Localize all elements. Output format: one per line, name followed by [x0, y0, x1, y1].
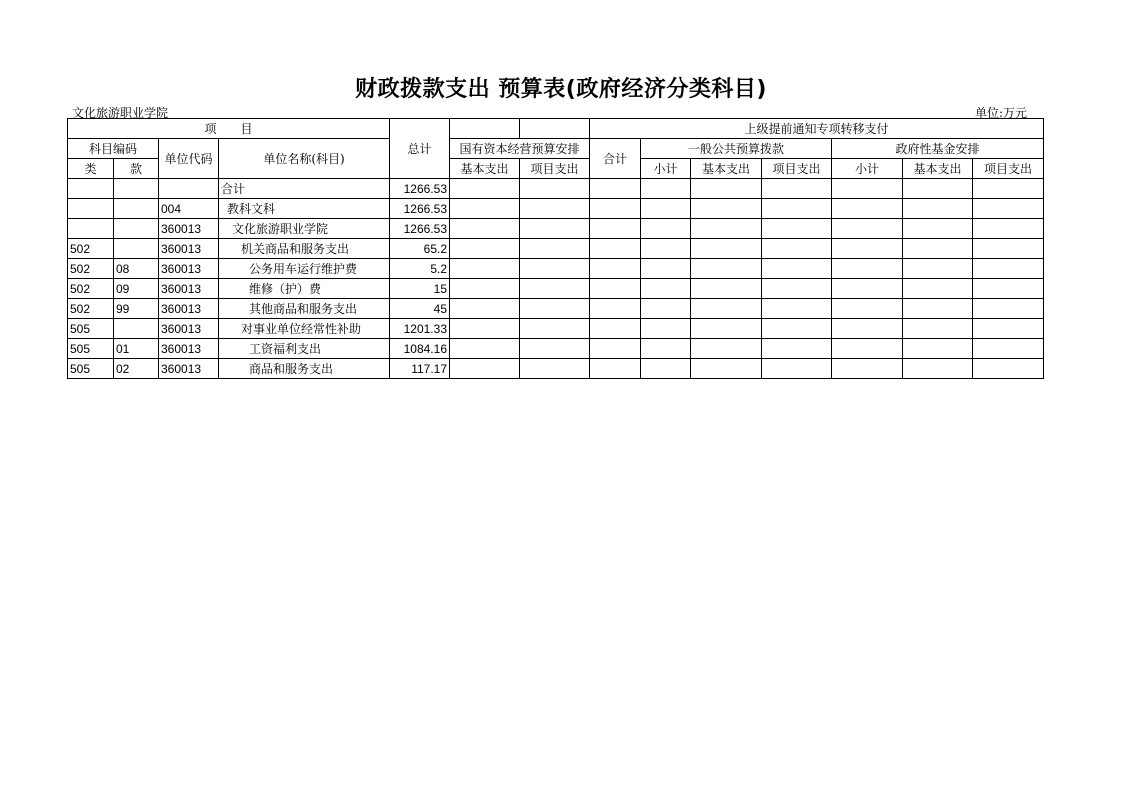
- table-row: [68, 179, 1044, 199]
- cell-empty: [903, 199, 973, 219]
- cell-unit-code: 360013: [159, 299, 219, 319]
- header-general-budget: 一般公共预算拨款: [641, 139, 832, 159]
- table-row: [68, 219, 1044, 239]
- cell-total: 1201.33: [390, 319, 450, 339]
- cell-empty: [641, 319, 691, 339]
- cell-empty: [691, 199, 762, 219]
- cell-empty: [832, 219, 903, 239]
- cell-kuan: [114, 239, 159, 259]
- cell-empty: [691, 239, 762, 259]
- cell-kuan: [114, 179, 159, 199]
- cell-empty: [641, 299, 691, 319]
- cell-kuan: 01: [114, 339, 159, 359]
- header-row-1: [68, 119, 1044, 139]
- table-row: [68, 319, 1044, 339]
- cell-empty: [641, 339, 691, 359]
- cell-empty: [450, 219, 520, 239]
- page-title: 财政拨款支出 预算表(政府经济分类科目): [355, 77, 767, 102]
- cell-empty: [450, 199, 520, 219]
- cell-empty: [520, 279, 590, 299]
- cell-empty: [832, 339, 903, 359]
- cell-kuan: [114, 199, 159, 219]
- cell-empty: [590, 319, 641, 339]
- cell-lei: 502: [68, 239, 114, 259]
- cell-empty: [903, 339, 973, 359]
- header-subject-code: 科目编码: [68, 139, 159, 159]
- cell-lei: [68, 199, 114, 219]
- cell-empty: [450, 279, 520, 299]
- cell-empty: [903, 179, 973, 199]
- header-general-project: 项目支出: [762, 159, 832, 179]
- cell-empty: [832, 259, 903, 279]
- cell-unit-name: 合计: [219, 179, 390, 199]
- header-general-xiaoji: 小计: [641, 159, 691, 179]
- cell-total: 1266.53: [390, 199, 450, 219]
- cell-total: 45: [390, 299, 450, 319]
- table-row: [68, 259, 1044, 279]
- cell-kuan: 02: [114, 359, 159, 379]
- cell-empty: [691, 339, 762, 359]
- cell-unit-code: 360013: [159, 359, 219, 379]
- cell-empty: [450, 319, 520, 339]
- cell-total: 1266.53: [390, 219, 450, 239]
- cell-empty: [590, 179, 641, 199]
- cell-unit-name: 其他商品和服务支出: [219, 299, 390, 319]
- cell-lei: 505: [68, 319, 114, 339]
- cell-unit-code: 360013: [159, 319, 219, 339]
- cell-empty: [641, 259, 691, 279]
- header-transfer-subtotal: 合计: [590, 139, 641, 179]
- cell-total: 5.2: [390, 259, 450, 279]
- cell-empty: [903, 279, 973, 299]
- cell-unit-name: 维修（护）费: [219, 279, 390, 299]
- cell-kuan: [114, 219, 159, 239]
- cell-empty: [691, 319, 762, 339]
- cell-empty: [762, 359, 832, 379]
- cell-total: 1084.16: [390, 339, 450, 359]
- cell-empty: [973, 319, 1044, 339]
- header-fund-project: 项目支出: [973, 159, 1044, 179]
- cell-empty: [973, 359, 1044, 379]
- budget-table: [67, 118, 1044, 379]
- cell-empty: [903, 259, 973, 279]
- cell-empty: [973, 259, 1044, 279]
- cell-empty: [762, 219, 832, 239]
- header-fund-basic: 基本支出: [903, 159, 973, 179]
- cell-empty: [973, 239, 1044, 259]
- header-state-project: 项目支出: [520, 159, 590, 179]
- cell-empty: [832, 359, 903, 379]
- cell-empty: [450, 299, 520, 319]
- cell-lei: [68, 219, 114, 239]
- cell-unit-code: 004: [159, 199, 219, 219]
- cell-empty: [691, 359, 762, 379]
- cell-empty: [590, 239, 641, 259]
- cell-empty: [641, 359, 691, 379]
- cell-empty: [762, 319, 832, 339]
- cell-empty: [832, 199, 903, 219]
- cell-empty: [691, 179, 762, 199]
- cell-empty: [973, 299, 1044, 319]
- cell-unit-code: 360013: [159, 279, 219, 299]
- header-project: 项 目: [68, 119, 390, 139]
- cell-kuan: [114, 319, 159, 339]
- cell-empty: [590, 259, 641, 279]
- header-empty-1: [450, 119, 520, 139]
- cell-empty: [832, 319, 903, 339]
- cell-empty: [450, 179, 520, 199]
- cell-empty: [903, 359, 973, 379]
- table-row: [68, 279, 1044, 299]
- header-lei: 类: [68, 159, 114, 179]
- header-transfer: 上级提前通知专项转移支付: [590, 119, 1044, 139]
- cell-empty: [973, 279, 1044, 299]
- cell-empty: [832, 279, 903, 299]
- cell-empty: [641, 239, 691, 259]
- cell-kuan: 99: [114, 299, 159, 319]
- cell-empty: [641, 179, 691, 199]
- cell-unit-name: 机关商品和服务支出: [219, 239, 390, 259]
- cell-unit-name: 公务用车运行维护费: [219, 259, 390, 279]
- cell-empty: [691, 219, 762, 239]
- cell-lei: 502: [68, 279, 114, 299]
- cell-empty: [691, 259, 762, 279]
- cell-empty: [973, 219, 1044, 239]
- cell-empty: [762, 259, 832, 279]
- cell-empty: [762, 239, 832, 259]
- table-row: [68, 359, 1044, 379]
- cell-lei: 505: [68, 359, 114, 379]
- cell-unit-code: 360013: [159, 259, 219, 279]
- header-gov-fund: 政府性基金安排: [832, 139, 1044, 159]
- cell-unit-name: 文化旅游职业学院: [219, 219, 390, 239]
- cell-kuan: 09: [114, 279, 159, 299]
- cell-empty: [450, 339, 520, 359]
- cell-empty: [520, 199, 590, 219]
- cell-empty: [520, 339, 590, 359]
- cell-unit-name: 对事业单位经常性补助: [219, 319, 390, 339]
- cell-empty: [973, 199, 1044, 219]
- header-general-basic: 基本支出: [691, 159, 762, 179]
- cell-unit-name: 教科文科: [219, 199, 390, 219]
- cell-empty: [903, 219, 973, 239]
- cell-empty: [762, 279, 832, 299]
- cell-empty: [903, 319, 973, 339]
- cell-empty: [903, 239, 973, 259]
- cell-empty: [762, 339, 832, 359]
- cell-empty: [691, 279, 762, 299]
- header-fund-xiaoji: 小计: [832, 159, 903, 179]
- cell-unit-code: 360013: [159, 239, 219, 259]
- cell-empty: [590, 299, 641, 319]
- cell-empty: [520, 239, 590, 259]
- table-row: [68, 199, 1044, 219]
- header-empty-2: [520, 119, 590, 139]
- cell-empty: [590, 279, 641, 299]
- cell-lei: 505: [68, 339, 114, 359]
- cell-empty: [520, 219, 590, 239]
- cell-empty: [590, 359, 641, 379]
- cell-unit-name: 工资福利支出: [219, 339, 390, 359]
- table-row: [68, 339, 1044, 359]
- cell-empty: [590, 339, 641, 359]
- unit-label: 单位:万元: [975, 106, 1028, 120]
- table-row: [68, 239, 1044, 259]
- cell-unit-code: 360013: [159, 219, 219, 239]
- cell-empty: [450, 259, 520, 279]
- cell-total: 15: [390, 279, 450, 299]
- cell-empty: [762, 179, 832, 199]
- cell-empty: [520, 319, 590, 339]
- cell-total: 117.17: [390, 359, 450, 379]
- header-kuan: 款: [114, 159, 159, 179]
- cell-empty: [520, 179, 590, 199]
- header-state-capital: 国有资本经营预算安排: [450, 139, 590, 159]
- cell-kuan: 08: [114, 259, 159, 279]
- cell-lei: [68, 179, 114, 199]
- cell-unit-name: 商品和服务支出: [219, 359, 390, 379]
- header-unit-code: 单位代码: [159, 139, 219, 179]
- cell-empty: [832, 179, 903, 199]
- cell-empty: [832, 239, 903, 259]
- table-row: [68, 299, 1044, 319]
- cell-lei: 502: [68, 299, 114, 319]
- cell-empty: [641, 199, 691, 219]
- organization-name: 文化旅游职业学院: [72, 106, 169, 120]
- cell-unit-code: 360013: [159, 339, 219, 359]
- cell-empty: [903, 299, 973, 319]
- cell-empty: [520, 359, 590, 379]
- cell-empty: [590, 219, 641, 239]
- cell-empty: [450, 359, 520, 379]
- cell-empty: [641, 279, 691, 299]
- cell-unit-code: [159, 179, 219, 199]
- cell-total: 1266.53: [390, 179, 450, 199]
- header-unit-name: 单位名称(科目): [219, 139, 390, 179]
- cell-empty: [520, 259, 590, 279]
- cell-empty: [590, 199, 641, 219]
- cell-empty: [520, 299, 590, 319]
- cell-empty: [973, 339, 1044, 359]
- cell-empty: [973, 179, 1044, 199]
- header-total: 总计: [390, 119, 450, 179]
- cell-empty: [450, 239, 520, 259]
- cell-empty: [641, 219, 691, 239]
- header-state-basic: 基本支出: [450, 159, 520, 179]
- cell-empty: [762, 299, 832, 319]
- cell-total: 65.2: [390, 239, 450, 259]
- cell-lei: 502: [68, 259, 114, 279]
- cell-empty: [762, 199, 832, 219]
- cell-empty: [832, 299, 903, 319]
- header-row-2: [68, 139, 1044, 159]
- cell-empty: [691, 299, 762, 319]
